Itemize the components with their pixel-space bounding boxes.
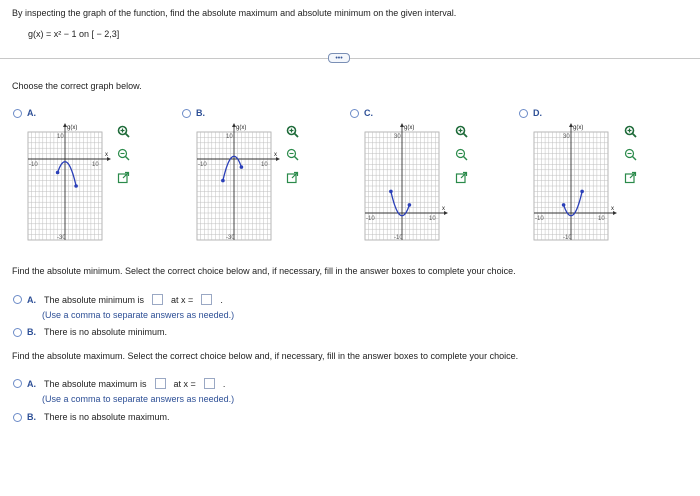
option-letter: A.	[27, 108, 36, 118]
endpoint-right	[240, 165, 244, 169]
divider	[0, 58, 700, 59]
graph-option-a[interactable]	[13, 108, 36, 118]
y-top-tick-label: 10	[226, 134, 233, 140]
min-x-input[interactable]	[201, 294, 212, 305]
option-letter: D.	[533, 108, 542, 118]
y-top-tick-label: 30	[563, 134, 570, 140]
x-axis-label: x	[105, 152, 108, 158]
y-bottom-tick-label: -10	[394, 235, 403, 241]
zoom-out-icon[interactable]	[116, 147, 130, 161]
option-letter: A.	[27, 294, 36, 305]
endpoint-right	[580, 190, 584, 194]
option-letter: B.	[27, 412, 36, 422]
option-letter: C.	[364, 108, 373, 118]
external-link-icon[interactable]	[623, 170, 637, 184]
zoom-in-icon[interactable]	[285, 124, 299, 138]
option-text: The absolute minimum is	[44, 294, 145, 305]
option-letter: B.	[196, 108, 205, 118]
graph-c	[361, 122, 451, 242]
x-max-tick-label: 10	[598, 216, 605, 222]
x-axis-label: x	[611, 206, 614, 212]
y-axis-label: g(x)	[573, 125, 584, 131]
y-bottom-tick-label: -30	[57, 235, 66, 241]
option-at-label: at x =	[171, 294, 194, 305]
y-axis-label: g(x)	[67, 125, 78, 131]
y-bottom-tick-label: -30	[226, 235, 235, 241]
zoom-in-icon[interactable]	[116, 124, 130, 138]
zoom-out-icon[interactable]	[623, 147, 637, 161]
radio-button[interactable]	[13, 295, 22, 304]
zoom-in-icon[interactable]	[454, 124, 468, 138]
max-x-input[interactable]	[204, 378, 215, 389]
option-end-text: .	[220, 294, 223, 305]
radio-button[interactable]	[13, 379, 22, 388]
radio-button[interactable]	[350, 109, 359, 118]
x-min-tick-label: -10	[366, 216, 375, 222]
graph-a	[24, 122, 114, 242]
maximum-hint: (Use a comma to separate answers as needed.)	[42, 394, 235, 404]
external-link-icon[interactable]	[285, 170, 299, 184]
more-button[interactable]: •••	[328, 53, 350, 63]
function-definition: g(x) = x² − 1 on [ − 2,3]	[28, 29, 120, 39]
minimum-option-a[interactable]	[13, 294, 223, 305]
graph-b-tools	[285, 124, 299, 184]
endpoint-left	[56, 171, 60, 175]
radio-button[interactable]	[13, 413, 22, 422]
graph-d-tools	[623, 124, 637, 184]
x-min-tick-label: -10	[29, 162, 38, 168]
minimum-hint: (Use a comma to separate answers as needed.)	[42, 310, 235, 320]
maximum-option-b[interactable]	[13, 412, 170, 422]
y-top-tick-label: 30	[394, 134, 401, 140]
y-axis-label: g(x)	[236, 125, 247, 131]
zoom-out-icon[interactable]	[454, 147, 468, 161]
question-instruction: By inspecting the graph of the function, find the absolute maximum and absolute minimum on the given interval.	[12, 8, 457, 18]
option-text: There is no absolute minimum.	[44, 327, 168, 337]
radio-button[interactable]	[13, 109, 22, 118]
graph-option-d[interactable]	[519, 108, 542, 118]
x-min-tick-label: -10	[535, 216, 544, 222]
graph-d	[530, 122, 620, 242]
maximum-prompt: Find the absolute maximum. Select the correct choice below and, if necessary, fill in the answer boxes to complete your choice.	[12, 351, 519, 361]
max-value-input[interactable]	[155, 378, 166, 389]
endpoint-left	[389, 190, 393, 194]
minimum-option-b[interactable]	[13, 327, 167, 337]
zoom-out-icon[interactable]	[285, 147, 299, 161]
endpoint-left	[562, 203, 566, 207]
graph-option-b[interactable]	[182, 108, 205, 118]
x-max-tick-label: 10	[92, 162, 99, 168]
y-top-tick-label: 10	[57, 134, 64, 140]
graph-a-tools	[116, 124, 130, 184]
option-at-label: at x =	[173, 378, 196, 389]
maximum-option-a[interactable]	[13, 378, 225, 389]
y-bottom-tick-label: -10	[563, 235, 572, 241]
radio-button[interactable]	[519, 109, 528, 118]
graph-b	[193, 122, 283, 242]
option-text: There is no absolute maximum.	[44, 412, 170, 422]
minimum-prompt: Find the absolute minimum. Select the correct choice below and, if necessary, fill in the answer boxes to complete your choice.	[12, 266, 516, 276]
zoom-in-icon[interactable]	[623, 124, 637, 138]
option-text: The absolute maximum is	[44, 378, 147, 389]
endpoint-left	[221, 179, 225, 183]
option-letter: A.	[27, 378, 36, 389]
x-axis-label: x	[442, 206, 445, 212]
graph-option-c[interactable]	[350, 108, 373, 118]
graph-c-tools	[454, 124, 468, 184]
choose-graph-label: Choose the correct graph below.	[12, 81, 142, 91]
radio-button[interactable]	[13, 328, 22, 337]
x-max-tick-label: 10	[261, 162, 268, 168]
external-link-icon[interactable]	[116, 170, 130, 184]
x-max-tick-label: 10	[429, 216, 436, 222]
option-end-text: .	[222, 378, 226, 389]
endpoint-right	[74, 184, 78, 188]
x-axis-label: x	[274, 152, 277, 158]
radio-button[interactable]	[182, 109, 191, 118]
x-min-tick-label: -10	[198, 162, 207, 168]
option-letter: B.	[27, 327, 36, 337]
y-axis-label: g(x)	[404, 125, 415, 131]
endpoint-right	[408, 203, 412, 207]
min-value-input[interactable]	[152, 294, 163, 305]
external-link-icon[interactable]	[454, 170, 468, 184]
